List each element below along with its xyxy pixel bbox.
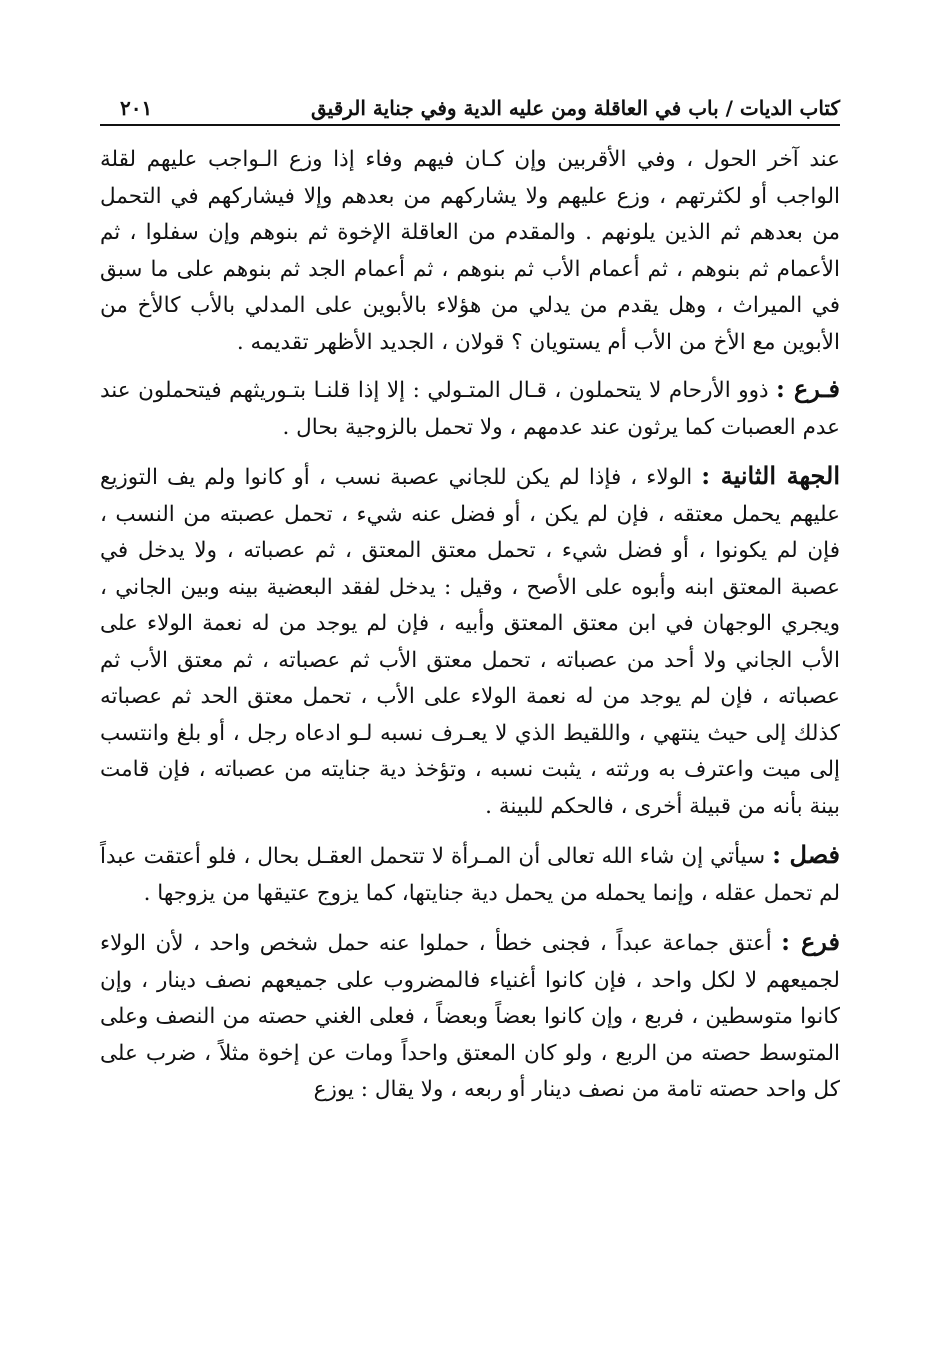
paragraph-text: سيأتي إن شاء الله تعالى أن المـرأة لا تتحمل العقـل بحال ، فلو أعتقت عبداً لم تحمل عقله ، وإنما يحمله من يحمل دية جنايتها، كما يزوج عتيقها من يزوجها . [100, 844, 840, 906]
paragraph [100, 924, 840, 1109]
page-body [100, 142, 840, 1109]
paragraph-text: عند آخر الحول ، وفي الأقربين وإن كـان فيهم وفاء إذا وزع الـواجب عليهم لقلة الواجب أو لكثرتهم ، وزع عليهم ولا يشاركهم من بعدهم وإلا فيشاركهم في التحمل من بعدهم ثم الذين يلونهم . والمقدم من العاقلة الإخوة ثم بنوهم وإن سفلوا ، ثم الأعمام ثم بنوهم ، ثم أعمام الأب ثم بنوهم ، ثم أعمام الجد ثم بنوهم على ما سبق في الميراث ، وهل يقدم من يدلي من هؤلاء بالأبوين على المدلي بالأب كالأخ من الأبوين مع الأخ من الأب أم يستويان ؟ قولان ، الجديد الأظهر تقديمه . [100, 147, 840, 355]
paragraph [100, 837, 840, 912]
page-number: ٢٠١ [120, 96, 153, 120]
paragraph-lead: فصل : [772, 840, 840, 869]
paragraph-lead: فـرع : [776, 374, 840, 403]
paragraph [100, 142, 840, 361]
paragraph [100, 371, 840, 446]
book-page [100, 82, 840, 1121]
paragraph-text: أعتق جماعة عبداً ، فجنى خطأ ، حملوا عنه حمل شخص واحد ، لأن الولاء لجميعهم لا لكل واحد ، فإن كانوا أغنياء فالمضروب على جميعهم نصف دينار ، وإن كانوا متوسطين ، فربع ، وإن كانوا بعضاً وبعضاً ، فعلى الغني حصته من النصف وعلى المتوسط حصته من الربع ، ولو كان المعتق واحداً ومات عن إخوة مثلاً ، ضرب على كل واحد حصته تامة من نصف دينار أو ربعه ، ولا يقال : يوزع [100, 931, 840, 1102]
paragraph [100, 458, 840, 825]
paragraph-lead: فرع : [781, 927, 840, 956]
header-rule [100, 124, 840, 126]
paragraph-lead: الجهة الثانية : [701, 461, 841, 490]
header-title: كتاب الديات / باب في العاقلة ومن عليه الدية وفي جناية الرقيق [310, 96, 840, 120]
running-header [100, 82, 840, 120]
paragraph-text: ذوو الأرحام لا يتحملون ، قـال المتـولي : إلا إذا قلنـا بتـوريثهم فيتحملون عند عدم العصبات كما يرثون عند عدمهم ، ولا تحمل بالزوجية بحال . [100, 378, 840, 440]
paragraph-text: الولاء ، فإذا لم يكن للجاني عصبة نسب ، أو كانوا ولم يف التوزيع عليهم يحمل معتقه ، فإن لم يكن ، أو فضل عنه شيء ، تحمل عصبته من النسب ، فإن لم يكونوا ، أو فضل شيء ، تحمل معتق المعتق ، ثم عصباته ، ولا يدخل في عصبة المعتق ابنه وأبوه على الأصح ، وقيل : يدخل لفقد البعضية بينه وبين الجاني ، ويجري الوجهان في ابن معتق المعتق وأبيه ، فإن لم يوجد من له نعمة الولاء على الأب الجاني ولا أحد من عصباته ، تحمل معتق الأب ثم عصباته ، ثم معتق الأب ثم عصباته ، فإن لم يوجد من له نعمة الولاء على الأب ، تحمل معتق الحد ثم عصباته كذلك إلى حيث ينتهي ، واللقيط الذي لا يعـرف نسبه لـو ادعاه رجل ، أو بلغ وانتسب إلى ميت واعترف به ورثته ، يثبت نسبه ، وتؤخذ دية جنايته من عصباته ، فإن قامت بينة بأنه من قبيلة أخرى ، فالحكم للبينة . [100, 465, 840, 819]
